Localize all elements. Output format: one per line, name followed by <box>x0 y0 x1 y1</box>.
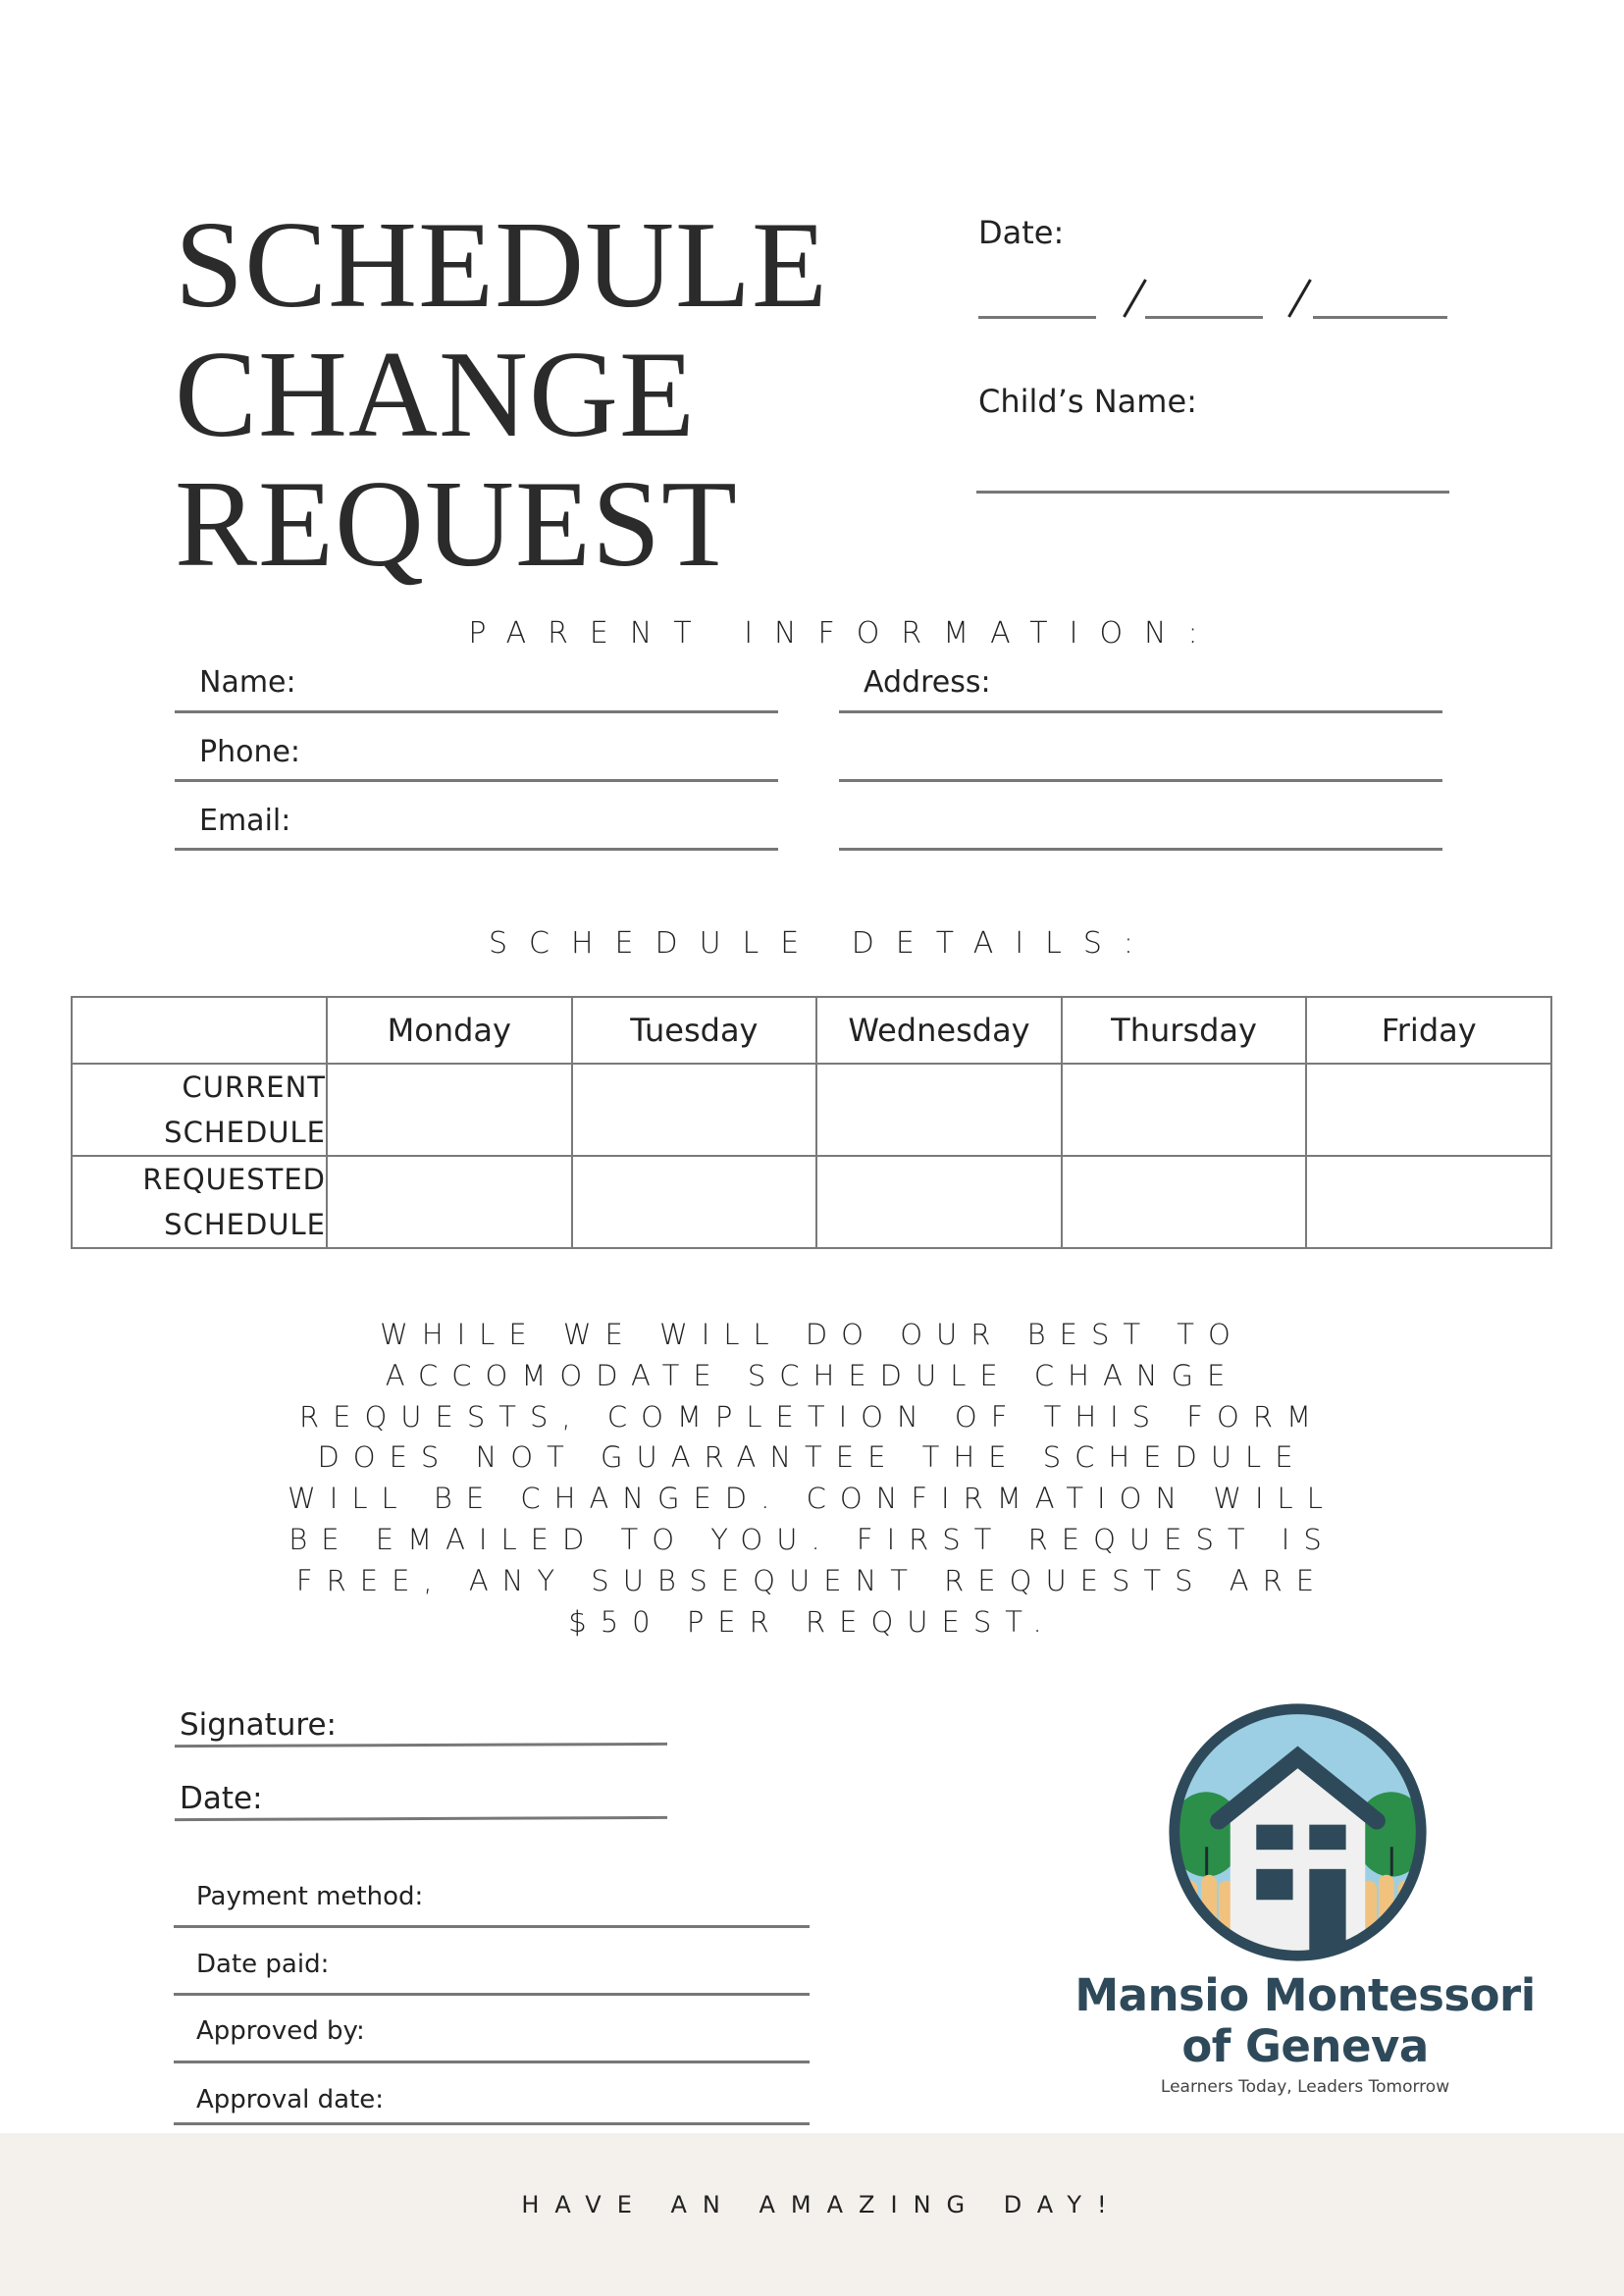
address-field-line-1[interactable] <box>839 710 1442 713</box>
row-label-current <box>72 1064 327 1156</box>
date-month-field[interactable] <box>978 316 1096 319</box>
disclaimer-line: REQUESTS, COMPLETION OF THIS FORM <box>299 1399 1325 1434</box>
disclaimer-line: ACCOMODATE SCHEDULE CHANGE <box>385 1358 1239 1392</box>
payment-method-field[interactable] <box>174 1925 810 1928</box>
email-label: Email: <box>199 804 291 838</box>
address-field-line-3[interactable] <box>839 848 1442 851</box>
date-paid-field[interactable] <box>174 1993 810 1996</box>
date-label: Date: <box>978 214 1065 251</box>
current-monday-cell[interactable] <box>327 1064 572 1156</box>
signature-date-field[interactable] <box>175 1816 667 1821</box>
approval-date-label: Approval date: <box>196 2085 385 2114</box>
approved-by-field[interactable] <box>174 2061 810 2063</box>
date-slash-icon <box>1287 279 1312 318</box>
row-label-requested <box>72 1156 327 1248</box>
brand-name <box>1060 1970 1550 2072</box>
parent-info-heading: PARENT INFORMATION: <box>468 616 1220 651</box>
row-label-line: SCHEDULE <box>164 1208 326 1241</box>
address-label: Address: <box>864 665 991 700</box>
column-header-thursday: Thursday <box>1062 997 1307 1064</box>
house-icon <box>1163 1697 1433 1967</box>
parent-name-label: Name: <box>199 665 296 700</box>
column-header-tuesday: Tuesday <box>572 997 817 1064</box>
table-row-requested <box>72 1156 1551 1248</box>
date-day-field[interactable] <box>1145 316 1263 319</box>
disclaimer-line: $50 PER REQUEST. <box>568 1604 1056 1639</box>
date-paid-label: Date paid: <box>196 1950 330 1979</box>
row-label-line: REQUESTED <box>142 1163 326 1196</box>
requested-thursday-cell[interactable] <box>1062 1156 1307 1248</box>
payment-method-label: Payment method: <box>196 1882 424 1911</box>
requested-friday-cell[interactable] <box>1306 1156 1551 1248</box>
column-header-monday: Monday <box>327 997 572 1064</box>
child-name-label: Child’s Name: <box>978 383 1197 420</box>
brand-name-line: of Geneva <box>1181 2020 1429 2072</box>
row-label-line: CURRENT <box>182 1070 326 1104</box>
phone-label: Phone: <box>199 735 301 769</box>
brand-name-line: Mansio Montessori <box>1074 1969 1536 2021</box>
disclaimer-line: WHILE WE WILL DO OUR BEST TO <box>380 1318 1244 1351</box>
current-tuesday-cell[interactable] <box>572 1064 817 1156</box>
requested-tuesday-cell[interactable] <box>572 1156 817 1248</box>
disclaimer-line: BE EMAILED TO YOU. FIRST REQUEST IS <box>288 1522 1336 1556</box>
disclaimer-line: FREE, ANY SUBSEQUENT REQUESTS ARE <box>295 1563 1329 1597</box>
signature-field[interactable] <box>175 1743 667 1748</box>
requested-wednesday-cell[interactable] <box>816 1156 1062 1248</box>
date-year-field[interactable] <box>1313 316 1447 319</box>
requested-monday-cell[interactable] <box>327 1156 572 1248</box>
schedule-details-heading: SCHEDULE DETAILS: <box>488 926 1156 961</box>
title-line: REQUEST <box>175 456 738 593</box>
disclaimer-line: WILL BE CHANGED. CONFIRMATION WILL <box>288 1482 1336 1516</box>
approved-by-label: Approved by: <box>196 2016 365 2046</box>
current-thursday-cell[interactable] <box>1062 1064 1307 1156</box>
signature-label: Signature: <box>180 1707 337 1743</box>
column-header-blank <box>72 997 327 1064</box>
title-line: SCHEDULE <box>175 197 828 334</box>
table-header-row <box>72 997 1551 1064</box>
email-field[interactable] <box>175 848 778 851</box>
current-friday-cell[interactable] <box>1306 1064 1551 1156</box>
disclaimer-line: DOES NOT GUARANTEE THE SCHEDULE <box>317 1440 1307 1475</box>
page-title <box>175 197 828 593</box>
approval-date-field[interactable] <box>174 2122 810 2125</box>
row-label-line: SCHEDULE <box>164 1116 326 1149</box>
child-name-field[interactable] <box>976 491 1449 494</box>
title-line: CHANGE <box>175 327 696 463</box>
schedule-table <box>71 996 1552 1249</box>
date-slash-icon <box>1123 279 1147 318</box>
column-header-friday: Friday <box>1306 997 1551 1064</box>
address-field-line-2[interactable] <box>839 779 1442 782</box>
current-wednesday-cell[interactable] <box>816 1064 1062 1156</box>
parent-name-field[interactable] <box>175 710 778 713</box>
table-row-current <box>72 1064 1551 1156</box>
footer-message: HAVE AN AMAZING DAY! <box>521 2191 1123 2218</box>
disclaimer-text <box>147 1315 1477 1643</box>
column-header-wednesday: Wednesday <box>816 997 1062 1064</box>
phone-field[interactable] <box>175 779 778 782</box>
brand-tagline: Learners Today, Leaders Tomorrow <box>1160 2077 1450 2097</box>
signature-date-label: Date: <box>180 1781 263 1816</box>
